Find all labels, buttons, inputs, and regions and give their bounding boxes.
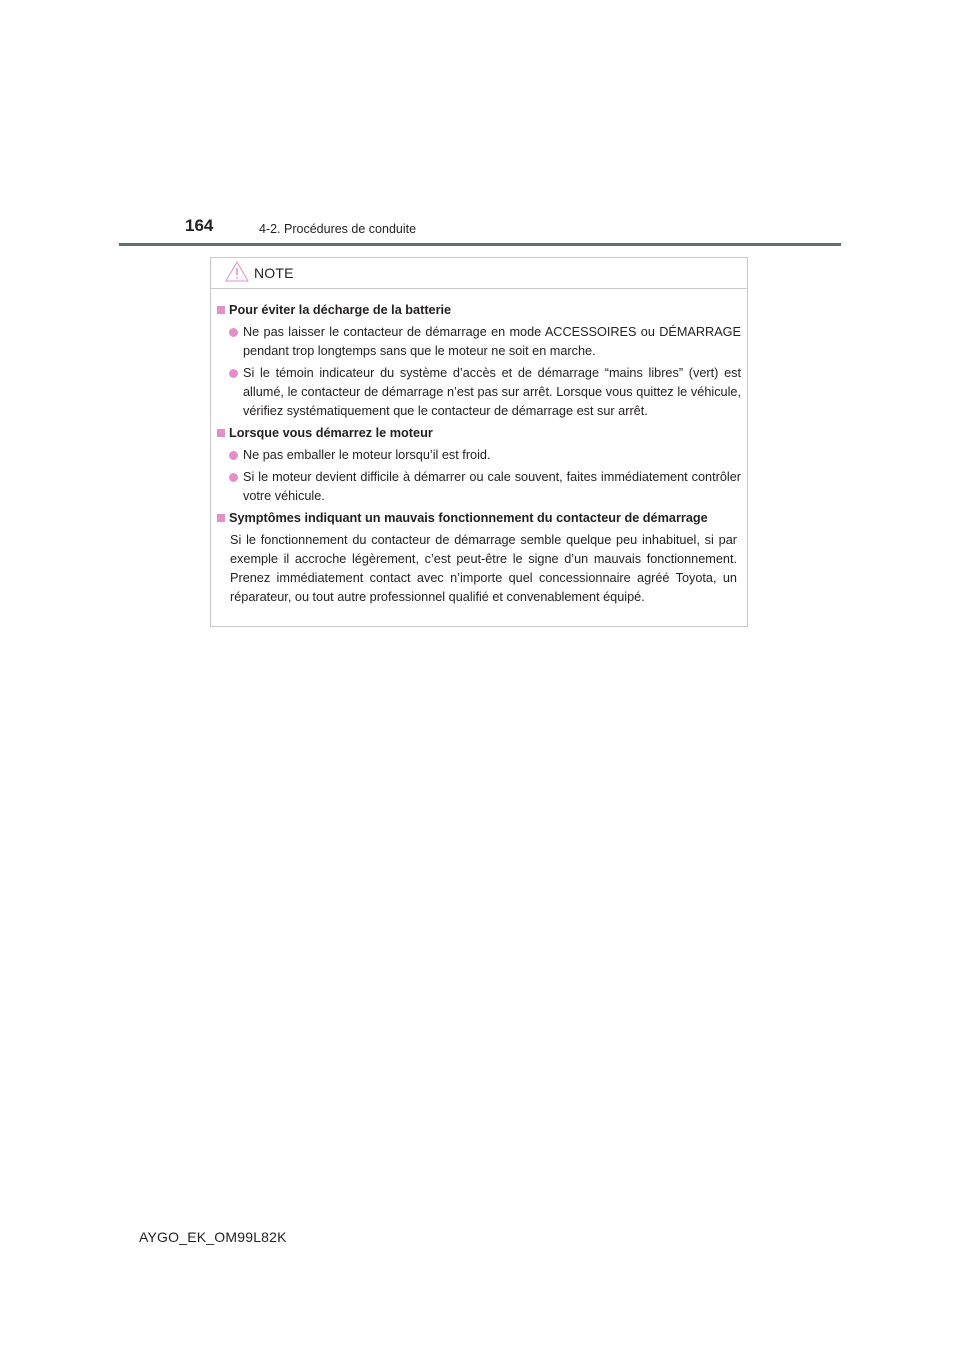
section-heading-engine-start bbox=[217, 424, 741, 443]
round-bullet-icon bbox=[229, 451, 238, 460]
note-header bbox=[211, 258, 747, 289]
heading-text: Pour éviter la décharge de la batterie bbox=[229, 303, 452, 317]
round-bullet-icon bbox=[229, 328, 238, 337]
square-bullet-icon bbox=[217, 514, 225, 522]
note-box bbox=[210, 257, 748, 627]
list-item-text: Si le témoin indicateur du système d’accès et de démarrage “mains libres” (vert) est allumé, le contacteur de démarrage n’est pas sur arrêt. Lorsque vous quittez le véhicule, vérifiez systématiquement que le contacteur de démarrage est sur arrêt. bbox=[243, 366, 741, 418]
warning-triangle-icon bbox=[225, 261, 249, 282]
square-bullet-icon bbox=[217, 429, 225, 437]
list-item bbox=[217, 364, 741, 421]
note-body bbox=[211, 289, 747, 607]
note-label: NOTE bbox=[254, 265, 294, 281]
list-item-text: Ne pas laisser le contacteur de démarrage en mode ACCESSOIRES ou DÉMARRAGE pendant trop longtemps sans que le moteur ne soit en marche. bbox=[243, 325, 741, 358]
square-bullet-icon bbox=[217, 306, 225, 314]
page-number: 164 bbox=[185, 216, 214, 235]
section-heading-battery bbox=[217, 301, 741, 320]
list-item-text: Ne pas emballer le moteur lorsqu’il est froid. bbox=[243, 448, 491, 462]
document-code: AYGO_EK_OM99L82K bbox=[139, 1229, 287, 1245]
heading-text: Lorsque vous démarrez le moteur bbox=[229, 426, 433, 440]
list-item bbox=[217, 446, 741, 465]
round-bullet-icon bbox=[229, 473, 238, 482]
round-bullet-icon bbox=[229, 369, 238, 378]
section-title: 4-2. Procédures de conduite bbox=[259, 222, 417, 236]
section-paragraph: Si le fonctionnement du contacteur de démarrage semble quelque peu inhabituel, si par exemple il accroche légèrement, c’est peut-être le signe d’un mauvais fonctionnement. Prenez immédiatement contact avec n’importe quel concessionnaire agréé Toyota, un réparateur, ou tout autre professionnel qualifié et convenablement équipé. bbox=[230, 533, 737, 604]
list-item-text: Si le moteur devient difficile à démarrer ou cale souvent, faites immédiatement contrôler votre véhicule. bbox=[243, 470, 741, 503]
heading-text: Symptômes indiquant un mauvais fonctionnement du contacteur de démarrage bbox=[229, 511, 708, 525]
list-item bbox=[217, 468, 741, 506]
section-heading-symptoms bbox=[217, 509, 741, 528]
header-rule bbox=[119, 243, 841, 246]
list-item bbox=[217, 323, 741, 361]
